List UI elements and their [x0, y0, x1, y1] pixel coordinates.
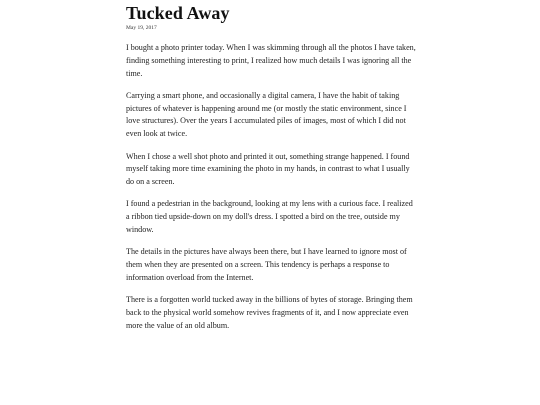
post-date: May 19, 2017	[126, 25, 157, 31]
paragraph: I found a pedestrian in the background, looking at my lens with a curious face. I realized a ribbon tied upside-down on my doll's dress. I spotted a bird on the tree, outside my window.	[126, 199, 413, 235]
paragraph: There is a forgotten world tucked away in the billions of bytes of storage. Bringing them back to the physical world somehow revives fragments of it, and I now appreciate even more the value of an old album.	[126, 295, 413, 330]
paragraph: When I chose a well shot photo and printed it out, something strange happened. I found myself taking more time examining the photo in my hands, in contrast to what I usually do on a screen.	[126, 151, 410, 187]
paragraph: The details in the pictures have always been there, but I have learned to ignore most of them when they are presented on a screen. This tendency is perhaps a response to information overload from the Internet.	[126, 247, 407, 282]
paragraph: I bought a photo printer today. When I was skimming through all the photos I have taken, finding something interesting to print, I realized how much details I was ignoring all the time.	[126, 43, 416, 78]
post-body	[126, 42, 416, 333]
post-title: Tucked Away	[126, 3, 230, 23]
blog-post	[126, 4, 416, 342]
paragraph: Carrying a smart phone, and occasionally a digital camera, I have the habit of taking pictures of whatever is happening around me (or mostly the static environment, since I love structures). Over the years I accumulated piles of images, most of which I did not even look at twice.	[126, 90, 407, 139]
